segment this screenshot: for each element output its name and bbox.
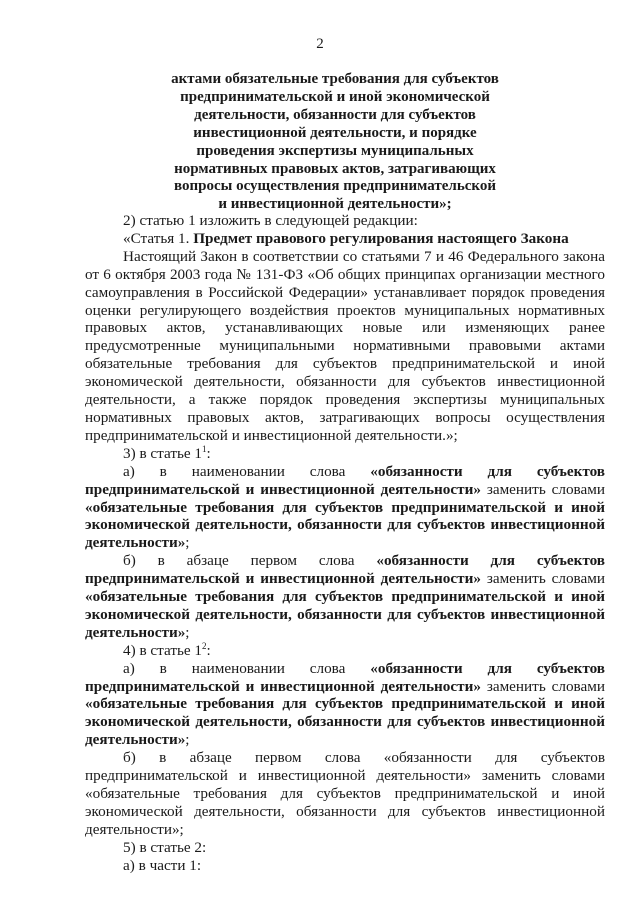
article-1-heading [85, 230, 605, 248]
old-wording: «обязанности для субъектов предпринимательской и инвестиционной деятельности» [85, 659, 605, 695]
title-line: предпринимательской и иной экономической [180, 88, 490, 105]
page-number: 2 [316, 36, 324, 52]
title-line: нормативных правовых актов, затрагивающих [174, 160, 496, 177]
item-3a: а) в наименовании слова «обязанности для субъектов предпринимательской и инвестиционной деятельности» заменить словами «обязательные требования для субъектов предпринимательской и иной экономической деятельности, обязанности для субъектов инвестиционной деятельности»; [85, 462, 605, 552]
item-4: 4) в статье $1^2$: [123, 640, 211, 659]
item-4b: б) в абзаце первом слова «обязанности для субъектов предпринимательской и инвестиционной деятельности» заменить словами «обязательные требования для субъектов предпринимательской и иной экономической деятельности, обязанности для субъектов инвестиционной деятельности»; [85, 749, 605, 838]
superscript: 1 [202, 443, 207, 454]
title-line: вопросы осуществления предпринимательской [173, 178, 496, 195]
item-5a: а) в части 1: [123, 856, 202, 874]
item-5: 5) в статье 2: [123, 838, 207, 856]
document-body [85, 212, 605, 875]
superscript: 2 [202, 640, 207, 651]
title-line: и инвестиционной деятельности»; [218, 196, 452, 213]
article-heading-text: Предмет правового регулирования настоящего Закона [193, 229, 569, 247]
title-line: деятельности, обязанности для субъектов [194, 106, 476, 123]
title-line: проведения экспертизы муниципальных [196, 142, 474, 159]
article-prefix: «Статья 1. [123, 229, 194, 247]
item-3b: б) в абзаце первом слова «обязанности для субъектов предпринимательской и инвестиционной деятельности» заменить словами «обязательные требования для субъектов предпринимательской и иной экономической деятельности, обязанности для субъектов инвестиционной деятельности»; [85, 552, 605, 641]
old-wording: «обязанности для субъектов предпринимательской и инвестиционной деятельности» [85, 552, 605, 588]
item-4a: а) в наименовании слова «обязанности для субъектов предпринимательской и инвестиционной деятельности» заменить словами «обязательные требования для субъектов предпринимательской и иной экономической деятельности, обязанности для субъектов инвестиционной деятельности»; [85, 659, 605, 749]
item-2: 2) статью 1 изложить в следующей редакции: [123, 212, 418, 229]
title-line: актами обязательные требования для субъектов [171, 71, 499, 87]
title-continuation [150, 71, 520, 214]
item-3: 3) в статье $1^1$: [123, 443, 211, 462]
new-wording: «обязательные требования для субъектов предпринимательской и иной экономической деятельности, обязанности для субъектов инвестиционной деятельности» [85, 588, 605, 641]
title-line: инвестиционной деятельности, и порядке [193, 124, 477, 141]
new-wording: «обязательные требования для субъектов предпринимательской и иной экономической деятельности, обязанности для субъектов инвестиционной деятельности» [85, 695, 605, 749]
article-1-text: Настоящий Закон в соответствии со статьями 7 и 46 Федерального закона от 6 октября 2003 года № 131-ФЗ «Об общих принципах организации местного самоуправления в Российской Федерации» устанавливает порядок проведения оценки регулирующего воздействия проектов муниципальных нормативных правовых актов, устанавливающих новые или изменяющих ранее предусмотренные муниципальными нормативными правовыми актами обязательные требования для субъектов предпринимательской и иной экономической деятельности, обязанности для субъектов инвестиционной деятельности, а также порядок проведения экспертизы муниципальных нормативных правовых актов, затрагивающих вопросы осуществления предпринимательской и инвестиционной деятельности.»; [85, 247, 605, 444]
old-wording: «обязанности для субъектов предпринимательской и инвестиционной деятельности» [85, 462, 605, 498]
new-wording: «обязательные требования для субъектов предпринимательской и иной экономической деятельности, обязанности для субъектов инвестиционной деятельности» [85, 498, 605, 552]
